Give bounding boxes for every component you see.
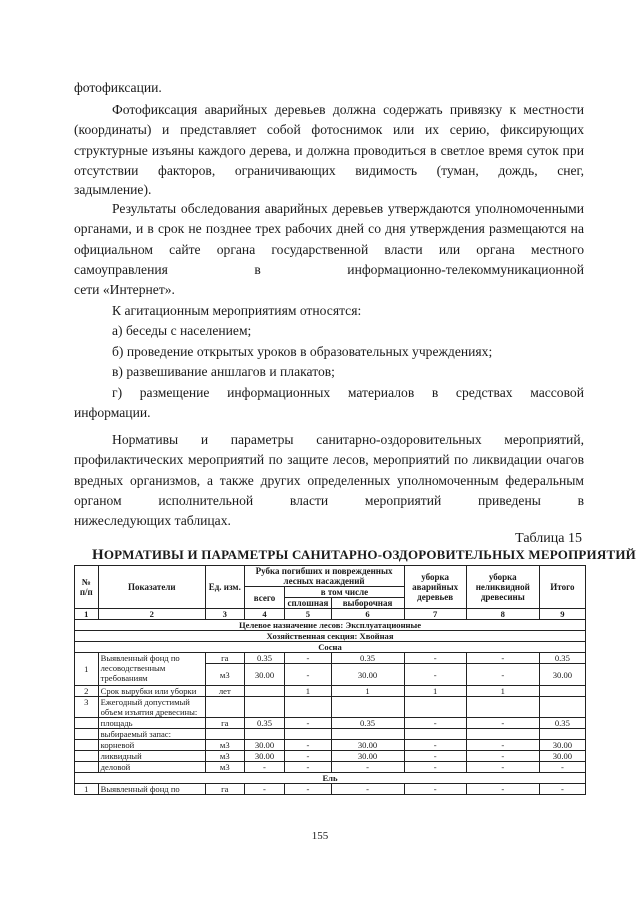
paragraph-norms-end: нижеследующих таблицах.: [74, 513, 231, 528]
header-including: в том числе: [285, 587, 404, 598]
paragraph-photofixation: Фотофиксация аварийных деревьев должна содержать привязку к местности (координаты) и представляет собой фотоснимок или их серию, фиксирующих структурные изъяны каждого дерева, и должна проводиться в светлое время суток при отсутствии факторов, ограничивающих видимость (туман, дождь, снег,: [74, 102, 584, 179]
header-clear: сплошная: [285, 598, 331, 609]
table-row: выбираемый запас:: [75, 729, 586, 740]
header-selective: выборочная: [331, 598, 404, 609]
col-num-3: 3: [205, 609, 244, 620]
table-caption: Таблица 15: [515, 531, 582, 546]
paragraph-results: Результаты обследования аварийных деревьев утверждаются уполномоченными органами, и в срок не позднее трех рабочих дней со дня утверждения размещаются на официальном сайте органа государственной власти или органа местного самоуправления в информационно-телекоммуникационной: [74, 201, 584, 278]
table-row: 1 Выявленный фонд по га - - - - - -: [75, 784, 586, 795]
header-indicators: Показатели: [98, 566, 205, 609]
list-item-v: в) развешивание аншлагов и плакатов;: [112, 364, 335, 379]
table-row: 2 Срок вырубки или уборки лет 1 1 1 1: [75, 686, 586, 697]
table-row: ликвидный м3 30.00 - 30.00 - - 30.00: [75, 751, 586, 762]
col-num-6: 6: [331, 609, 404, 620]
header-total: Итого: [539, 566, 585, 609]
list-item-b: б) проведение открытых уроков в образовательных учреждениях;: [112, 344, 493, 359]
section-economic: Хозяйственная секция: Хвойная: [75, 631, 586, 642]
section-purpose: Целевое назначение лесов: Эксплуатационные: [75, 620, 586, 631]
section-spruce: Ель: [75, 773, 586, 784]
table-row: м3 30.00 - 30.00 - - 30.00: [75, 664, 586, 686]
paragraph-photofixation-end: задымление).: [74, 182, 152, 197]
col-num-2: 2: [98, 609, 205, 620]
header-emergency: уборка аварийных деревьев: [404, 566, 466, 609]
page-number: 155: [311, 830, 329, 842]
col-num-7: 7: [404, 609, 466, 620]
header-num: № п/п: [75, 566, 99, 609]
list-item-g: г) размещение информационных материалов в средствах массовой: [112, 385, 584, 400]
section-pine: Сосна: [75, 642, 586, 653]
list-item-g-end: информации.: [74, 405, 151, 420]
col-num-9: 9: [539, 609, 585, 620]
col-num-4: 4: [244, 609, 285, 620]
header-felling: Рубка погибших и поврежденных лесных насаждений: [244, 566, 404, 587]
col-num-8: 8: [466, 609, 539, 620]
table-row: корневой м3 30.00 - 30.00 - - 30.00: [75, 740, 586, 751]
paragraph-fragment: фотофиксации.: [74, 80, 162, 95]
paragraph-norms: Нормативы и параметры санитарно-оздоровительных мероприятий, профилактических мероприятий по защите лесов, мероприятий по ликвидации очагов вредных организмов, а также других определенных уполномоченным федеральным органом исполнительной власти мероприятий приведены в: [74, 432, 584, 509]
table-title-initial: Н: [92, 547, 104, 563]
header-illiquid: уборка неликвидной древесины: [466, 566, 539, 609]
table-row: площадь га 0.35 - 0.35 - - 0.35: [75, 718, 586, 729]
list-item-a: а) беседы с населением;: [112, 323, 252, 338]
paragraph-results-end: сети «Интернет».: [74, 282, 175, 297]
table-title: НОРМАТИВЫ И ПАРАМЕТРЫ САНИТАРНО-ОЗДОРОВИТЕЛЬНЫХ МЕРОПРИЯТИЙ: [92, 547, 636, 563]
table-row: деловой м3 - - - - - -: [75, 762, 586, 773]
col-num-5: 5: [285, 609, 331, 620]
header-all: всего: [244, 587, 285, 609]
table-row: 1 Выявленный фонд по лесоводственным требованиям га 0.35 - 0.35 - - 0.35: [75, 653, 586, 664]
header-unit: Ед. изм.: [205, 566, 244, 609]
col-num-1: 1: [75, 609, 99, 620]
table-row: 3 Ежегодный допустимый объем изъятия древесины:: [75, 697, 586, 718]
paragraph-agitation-intro: К агитационным мероприятиям относятся:: [112, 303, 362, 318]
norms-table: [74, 565, 586, 795]
